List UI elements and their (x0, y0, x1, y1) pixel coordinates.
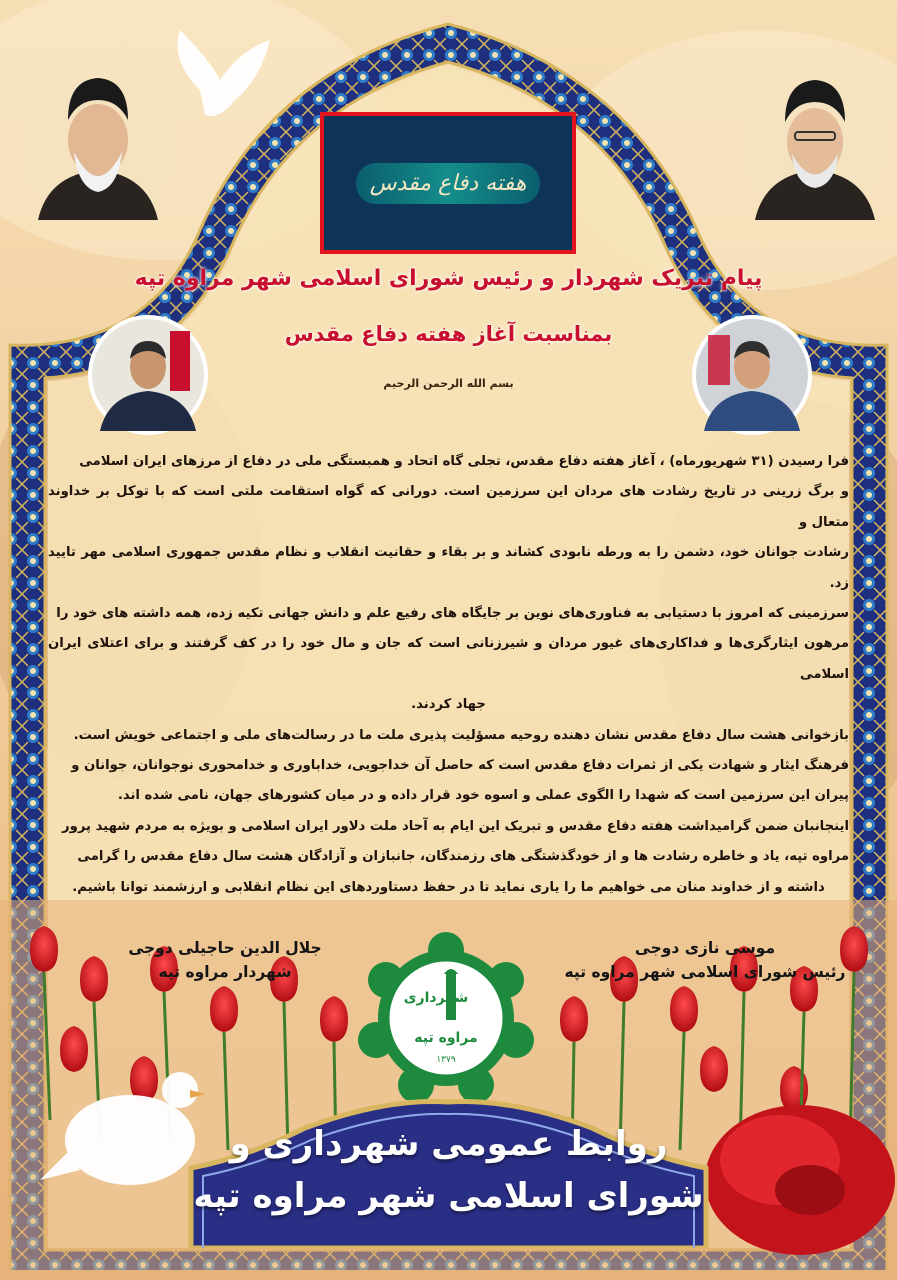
message-line: سرزمینی که امروز با دستیابی به فناوری‌های نوین بر جایگاه های رفیع علم و دانش جهانی تکیه زده، همه داشته های خود را (56, 606, 849, 622)
footer-line-2: شورای اسلامی شهر مراوه تپه (193, 1176, 704, 1216)
banner-text: هفته دفاع مقدس (356, 163, 541, 204)
municipality-emblem (356, 930, 536, 1100)
signature-mayor (95, 936, 355, 984)
signature-name: موسی نازی دوجی (634, 939, 776, 957)
message-line: داشته و از خداوند منان می خواهیم ما را یاری نماید تا در حفظ دستاوردهای این نظام انقلابی و ارزشمند توانا باشیم. (72, 879, 825, 895)
portrait-top-left (18, 70, 178, 220)
emblem-line-1: شهرداری (403, 990, 469, 1006)
tulip (30, 926, 58, 972)
footer-text (185, 1118, 712, 1222)
message-line: اینجانبان ضمن گرامیداشت هفته دفاع مقدس و تبریک این ایام به آحاد ملت دلاور ایران اسلامی و بویژه به مردم شهید پرور (62, 818, 849, 834)
message-line: فرا رسیدن (۳۱ شهریورماه) ، آغاز هفته دفاع مقدس، تجلی گاه اتحاد و همبستگی ملی در دفاع از مرزهای ایران اسلامی (79, 454, 849, 469)
emblem-line-2: مراوه تپه (414, 1030, 478, 1046)
bismillah: بسم الله الرحمن الرحیم (383, 377, 514, 390)
footer-line-1: روابط عمومی شهرداری و (229, 1124, 668, 1164)
title-line-1: پیام تبریک شهردار و رئیس شورای اسلامی شهر مراوه تپه (134, 266, 763, 291)
message-line: پیران این سرزمین است که شهدا را الگوی عملی و اسوه خود قرار داده و در میان کشورهای جهان، نامی شده اند. (117, 788, 849, 804)
banner-inner (324, 116, 572, 250)
message-line: مرهون ایثارگری‌ها و فداکاری‌های غیور مردان و شیرزنانی است که جان و مال خود را در کف گرفتند و برای اعتلای ایران اسلامی (48, 636, 849, 682)
message-line: مراوه تپه، یاد و خاطره رشادت ها و از خودگذشتگی های رزمندگان، جانبازان و آزادگان هشت سال دفاع مقدس را گرامی (77, 849, 849, 865)
signature-title: شهردار مراوه تپه (158, 963, 292, 981)
signature-title: رئیس شورای اسلامی شهر مراوه تپه (564, 963, 846, 981)
emblem-year: ۱۳۷۹ (436, 1055, 456, 1065)
portrait-top-right (740, 70, 890, 220)
red-flower (705, 1105, 895, 1255)
portrait-council-head (690, 313, 814, 437)
banner-logo (320, 112, 576, 254)
message-line: رشادت جوانان خود، دشمن را به ورطه نابودی کشاند و بر بقاء و حقانیت انقلاب و نظام مقدس جمهوری اسلامی مهر تایید زد. (48, 545, 849, 591)
signature-name: جلال الدین حاجیلی دوجی (128, 939, 322, 957)
signature-council-head (555, 936, 855, 984)
message-line: فرهنگ ایثار و شهادت یکی از ثمرات دفاع مقدس است که حاصل آن خداجویی، خداباوری و خدامحوری نوجوانان، جوانان و (71, 758, 849, 774)
portrait-mayor (86, 313, 210, 437)
message-line: بازخوانی هشت سال دفاع مقدس نشان دهنده روحیه مسؤلیت پذیری ملت ما در رسالت‌های ملی و اجتماعی خویش است. (73, 727, 849, 743)
title-line-2: بمناسبت آغاز هفته دفاع مقدس (284, 322, 613, 346)
message-line: و برگ زرینی در تاریخ رشادت های مردان این سرزمین است. دورانی که گواه استقامت ملتی است که با توکل بر خداوند متعال و (48, 484, 849, 530)
message-body (48, 447, 849, 903)
message-line: جهاد کردند. (411, 697, 486, 713)
